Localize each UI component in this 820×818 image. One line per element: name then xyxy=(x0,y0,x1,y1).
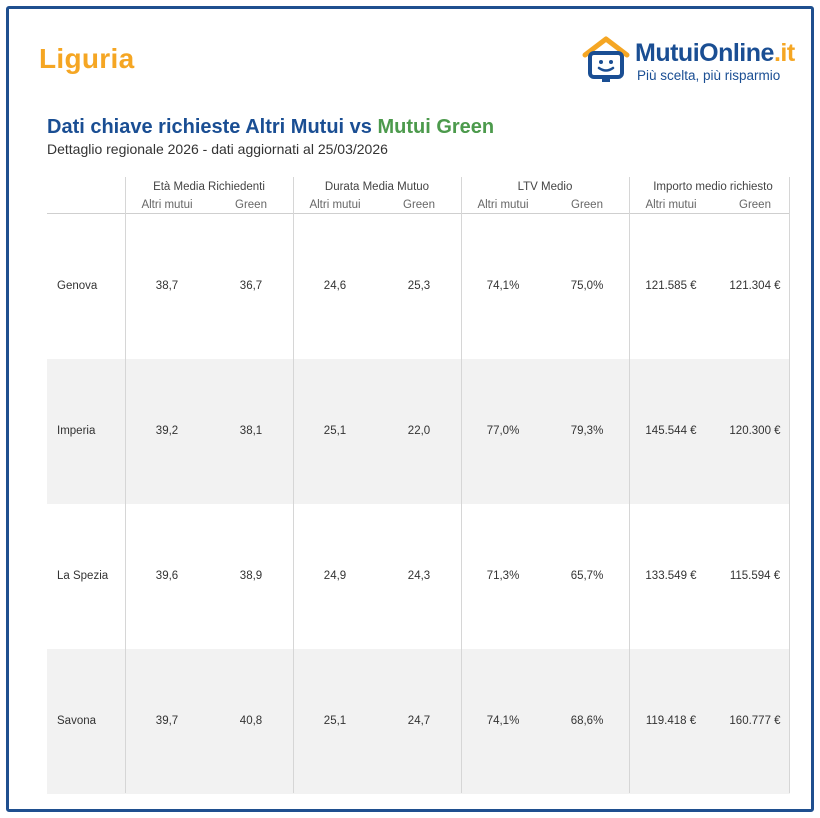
table-cell: 119.418 € xyxy=(645,715,697,727)
column-header-green: Green xyxy=(571,199,603,211)
column-group-title: Età Media Richiedenti xyxy=(153,181,265,193)
table-cell: 25,1 xyxy=(323,425,347,437)
column-header-altri: Altri mutui xyxy=(477,199,529,211)
table-cell: 74,1% xyxy=(486,280,520,292)
table-cell: 38,7 xyxy=(155,280,179,292)
table-cell: 115.594 € xyxy=(729,570,781,582)
table-cell: 24,6 xyxy=(323,280,347,292)
table-cell: 39,6 xyxy=(155,570,179,582)
column-divider xyxy=(125,177,126,793)
logo-wordmark: MutuiOnline.it xyxy=(635,39,795,67)
table-cell: 39,7 xyxy=(155,715,179,727)
table-cell: 38,1 xyxy=(239,425,263,437)
column-header-green: Green xyxy=(739,199,771,211)
table-cell: 68,6% xyxy=(570,715,604,727)
table-row xyxy=(47,214,790,359)
table-cell: 24,7 xyxy=(407,715,431,727)
table-cell: 24,9 xyxy=(323,570,347,582)
column-header-green: Green xyxy=(235,199,267,211)
table-cell: 121.585 € xyxy=(645,280,697,292)
table-cell: 120.300 € xyxy=(729,425,781,437)
column-group-title: Durata Media Mutuo xyxy=(324,181,430,193)
table-cell: 133.549 € xyxy=(645,570,697,582)
title-part-altri: Dati chiave richieste Altri Mutui vs xyxy=(47,116,378,138)
column-header-altri: Altri mutui xyxy=(309,199,361,211)
table-cell: 79,3% xyxy=(570,425,604,437)
header-divider xyxy=(47,213,790,214)
data-table xyxy=(47,177,790,793)
table-cell: 65,7% xyxy=(570,570,604,582)
table-row xyxy=(47,359,790,504)
column-group-title: Importo medio richiesto xyxy=(653,181,773,193)
column-header-altri: Altri mutui xyxy=(141,199,193,211)
column-divider xyxy=(789,177,790,793)
house-monitor-icon xyxy=(579,33,633,87)
table-cell: 160.777 € xyxy=(729,715,781,727)
table-cell: 40,8 xyxy=(239,715,263,727)
table-cell: 38,9 xyxy=(239,570,263,582)
column-header-green: Green xyxy=(403,199,435,211)
table-cell: 36,7 xyxy=(239,280,263,292)
table-cell: 22,0 xyxy=(407,425,431,437)
page-subtitle: Dettaglio regionale 2026 - dati aggiornati al 25/03/2026 xyxy=(47,141,388,157)
page-frame xyxy=(6,6,814,812)
row-label: La Spezia xyxy=(57,570,109,582)
table-cell: 77,0% xyxy=(486,425,520,437)
table-cell: 75,0% xyxy=(570,280,604,292)
table-cell: 145.544 € xyxy=(645,425,697,437)
column-divider xyxy=(629,177,630,793)
table-cell: 25,1 xyxy=(323,715,347,727)
table-cell: 71,3% xyxy=(486,570,520,582)
table-row xyxy=(47,649,790,794)
logo-tagline: Più scelta, più risparmio xyxy=(637,68,781,83)
column-divider xyxy=(461,177,462,793)
table-cell: 74,1% xyxy=(486,715,520,727)
table-cell: 24,3 xyxy=(407,570,431,582)
region-title: Liguria xyxy=(39,43,135,74)
mutuionline-logo[interactable] xyxy=(579,29,809,91)
title-part-green: Mutui Green xyxy=(377,116,495,138)
table-cell: 25,3 xyxy=(407,280,431,292)
column-header-altri: Altri mutui xyxy=(645,199,697,211)
page-title xyxy=(47,116,494,139)
row-label: Savona xyxy=(57,715,97,727)
table-row xyxy=(47,504,790,649)
row-label: Genova xyxy=(57,280,98,292)
table-cell: 39,2 xyxy=(155,425,179,437)
row-label: Imperia xyxy=(57,425,96,437)
column-group-title: LTV Medio xyxy=(517,181,573,193)
column-divider xyxy=(293,177,294,793)
table-cell: 121.304 € xyxy=(729,280,781,292)
